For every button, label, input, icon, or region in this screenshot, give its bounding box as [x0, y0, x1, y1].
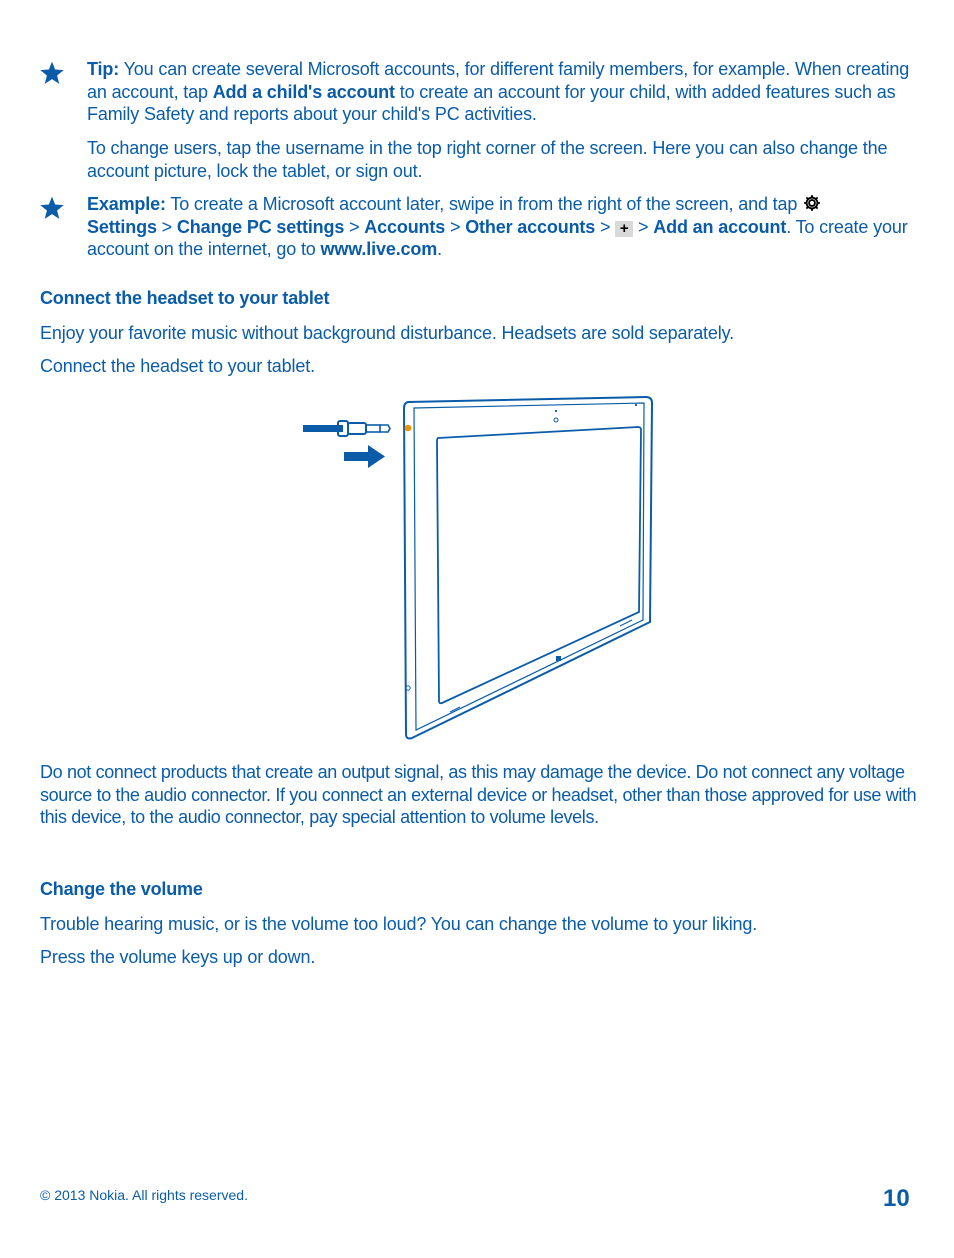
tablet-illustration: [300, 394, 660, 744]
other-accounts-link: Other accounts: [465, 216, 596, 237]
headset-instruction: Connect the headset to your tablet.: [40, 356, 315, 376]
accounts-link: Accounts: [364, 216, 446, 237]
copyright: © 2013 Nokia. All rights reserved.: [40, 1187, 248, 1203]
section-heading-headset: Connect the headset to your tablet: [40, 288, 330, 308]
page-number: 10: [883, 1185, 910, 1212]
change-pc-settings-link: Change PC settings: [176, 216, 345, 237]
separator: >: [633, 216, 654, 237]
separator: >: [156, 216, 177, 237]
example-text: To create a Microsoft account later, swipe in from the right of the screen, and tap: [165, 194, 803, 214]
headset-plug-icon: [303, 421, 390, 436]
tip-paragraph: [87, 58, 917, 126]
separator: >: [445, 216, 466, 237]
settings-link: Settings: [87, 216, 157, 237]
tip-text-cont: to create an account for your child, with added features such as Family Safety and reports about your child's PC activities.: [87, 81, 896, 124]
section-heading-volume: Change the volume: [40, 879, 203, 899]
add-an-account-link: Add an account: [653, 216, 787, 237]
volume-intro: Trouble hearing music, or is the volume too loud? You can change the volume to your liking.: [40, 914, 758, 934]
example-text-cont: . To create your account on the internet, go to: [87, 216, 908, 259]
change-users-paragraph: To change users, tap the username in the top right corner of the screen. Here you can also change the account picture, lock the tablet, or sign out.: [87, 138, 888, 181]
period: .: [437, 239, 442, 259]
plus-icon: +: [615, 221, 633, 237]
example-label: Example:: [87, 194, 166, 214]
live-url: www.live.com: [320, 239, 438, 259]
star-icon: [39, 195, 65, 221]
warning-paragraph: Do not connect products that create an output signal, as this may damage the device. Do not connect any voltage source to the audio connector. If you connect an external device or headset, other than those approved for use with this device, to the audio connector, pay special attention to volume levels.: [40, 762, 917, 827]
tip-label: Tip:: [87, 59, 120, 79]
headset-intro: Enjoy your favorite music without background disturbance. Headsets are sold separately.: [40, 323, 734, 343]
volume-instruction: Press the volume keys up or down.: [40, 947, 316, 967]
separator: >: [595, 216, 616, 237]
gear-icon: [802, 193, 822, 213]
add-child-account-link: Add a child's account: [212, 81, 395, 102]
example-paragraph: [87, 193, 919, 261]
star-icon: [39, 60, 65, 86]
separator: >: [344, 216, 365, 237]
tip-text: You can create several Microsoft accounts, for different family members, for example. When creating an account, tap: [87, 59, 910, 102]
arrow-right-icon: [344, 445, 385, 468]
